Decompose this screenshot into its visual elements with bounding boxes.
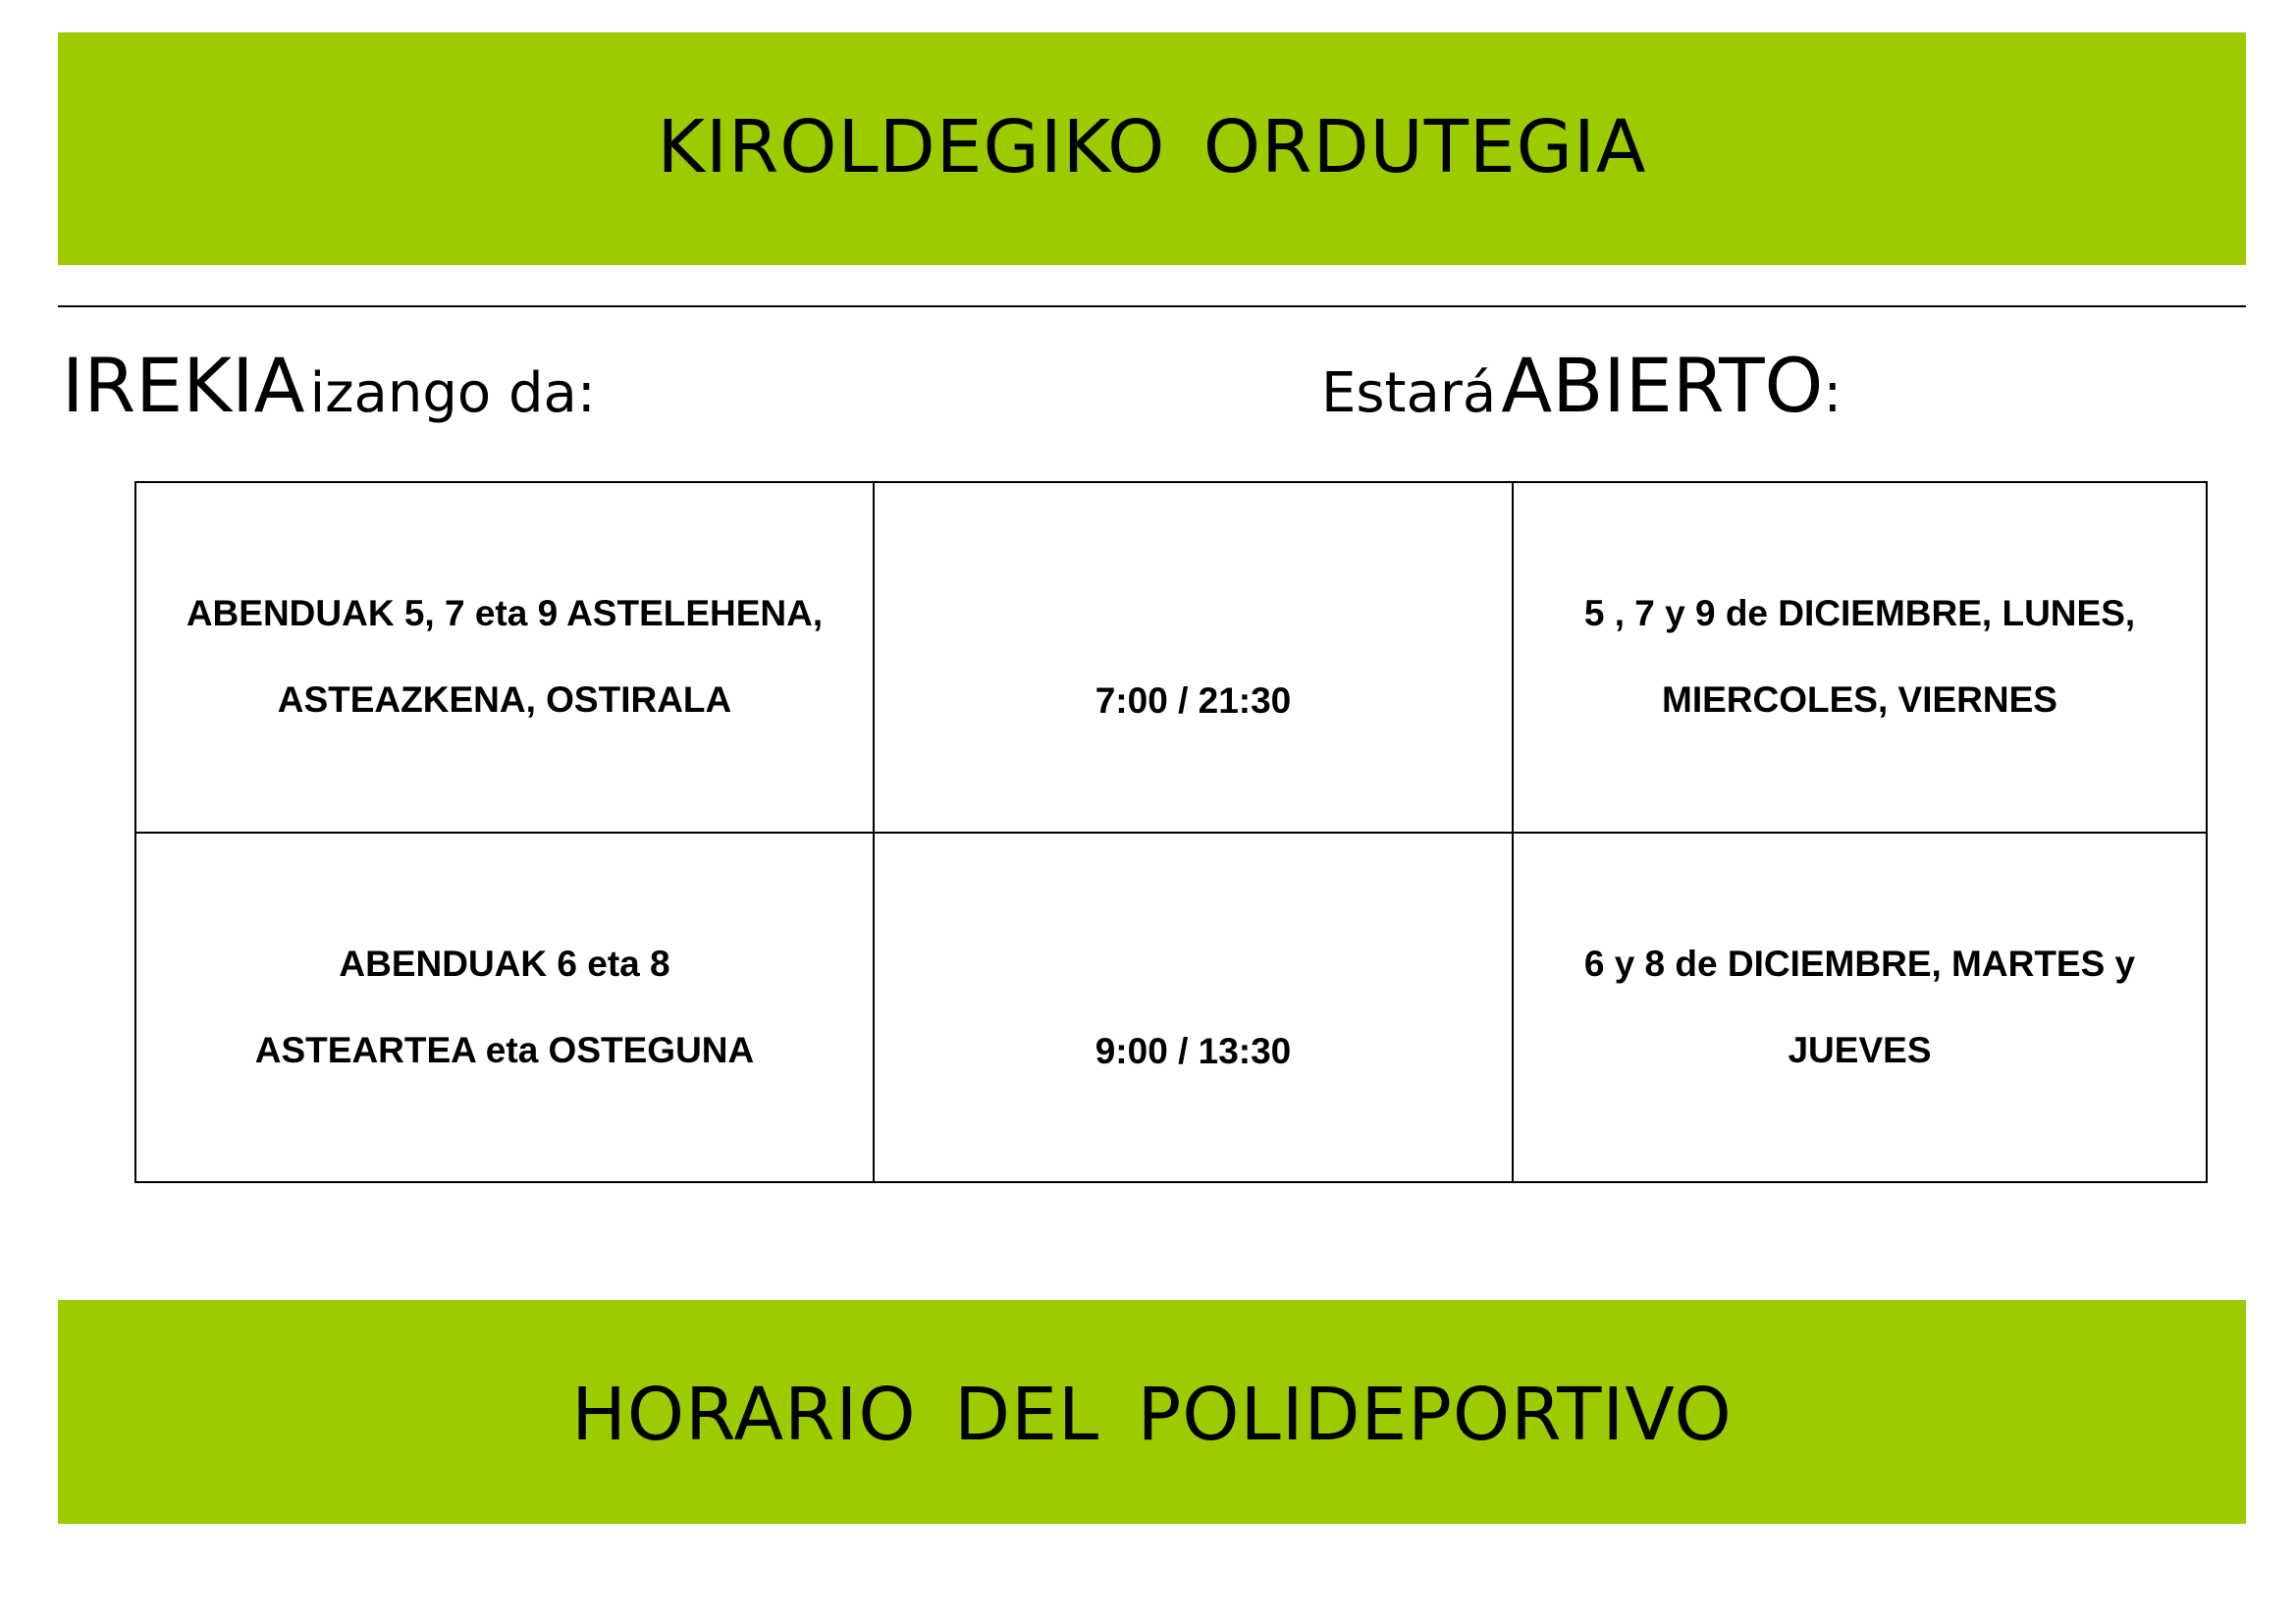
hours-cell	[874, 833, 1513, 1183]
spanish-days-line: 5 , 7 y 9 de DICIEMBRE, LUNES,	[1583, 593, 2136, 634]
spanish-days-cell	[1513, 482, 2207, 833]
basque-days-cell	[135, 482, 874, 833]
page-title: KIROLDEGIKO ORDUTEGIA	[657, 104, 1647, 189]
basque-days-line: ABENDUAK 5, 7 eta 9 ASTELEHENA,	[186, 593, 824, 634]
subheading-basque-emphasis: IREKIA	[62, 342, 305, 429]
basque-days-line: ASTEARTEA eta OSTEGUNA	[254, 1029, 755, 1070]
spanish-days-line: 6 y 8 de DICIEMBRE, MARTES y	[1583, 943, 2136, 984]
opening-hours: 7:00 / 21:30	[1095, 680, 1292, 722]
spanish-days-line: MIERCOLES, VIERNES	[1662, 679, 2057, 721]
opening-hours: 9:00 / 13:30	[1095, 1030, 1292, 1071]
divider-line	[58, 305, 2246, 307]
basque-days-line: ABENDUAK 6 eta 8	[339, 943, 670, 984]
subheading-spanish-emphasis: ABIERTO	[1501, 342, 1824, 429]
footer-banner	[58, 1300, 2246, 1524]
subheading-spanish-text: Estará	[1321, 361, 1497, 425]
spanish-days-cell	[1513, 833, 2207, 1183]
subheading-spanish	[1321, 342, 1842, 429]
subheading-basque-text: izango da:	[309, 361, 596, 425]
footer-title: HORARIO DEL POLIDEPORTIVO	[571, 1373, 1733, 1457]
basque-days-line: ASTEAZKENA, OSTIRALA	[277, 679, 732, 721]
basque-days-cell	[135, 833, 874, 1183]
table-row	[135, 833, 2207, 1183]
hours-cell	[874, 482, 1513, 833]
subheading-spanish-colon: :	[1823, 361, 1842, 425]
header-banner	[58, 32, 2246, 265]
schedule-table	[134, 481, 2208, 1183]
spanish-days-line: JUEVES	[1788, 1029, 1932, 1070]
table-row	[135, 482, 2207, 833]
subheading-basque	[62, 342, 596, 429]
